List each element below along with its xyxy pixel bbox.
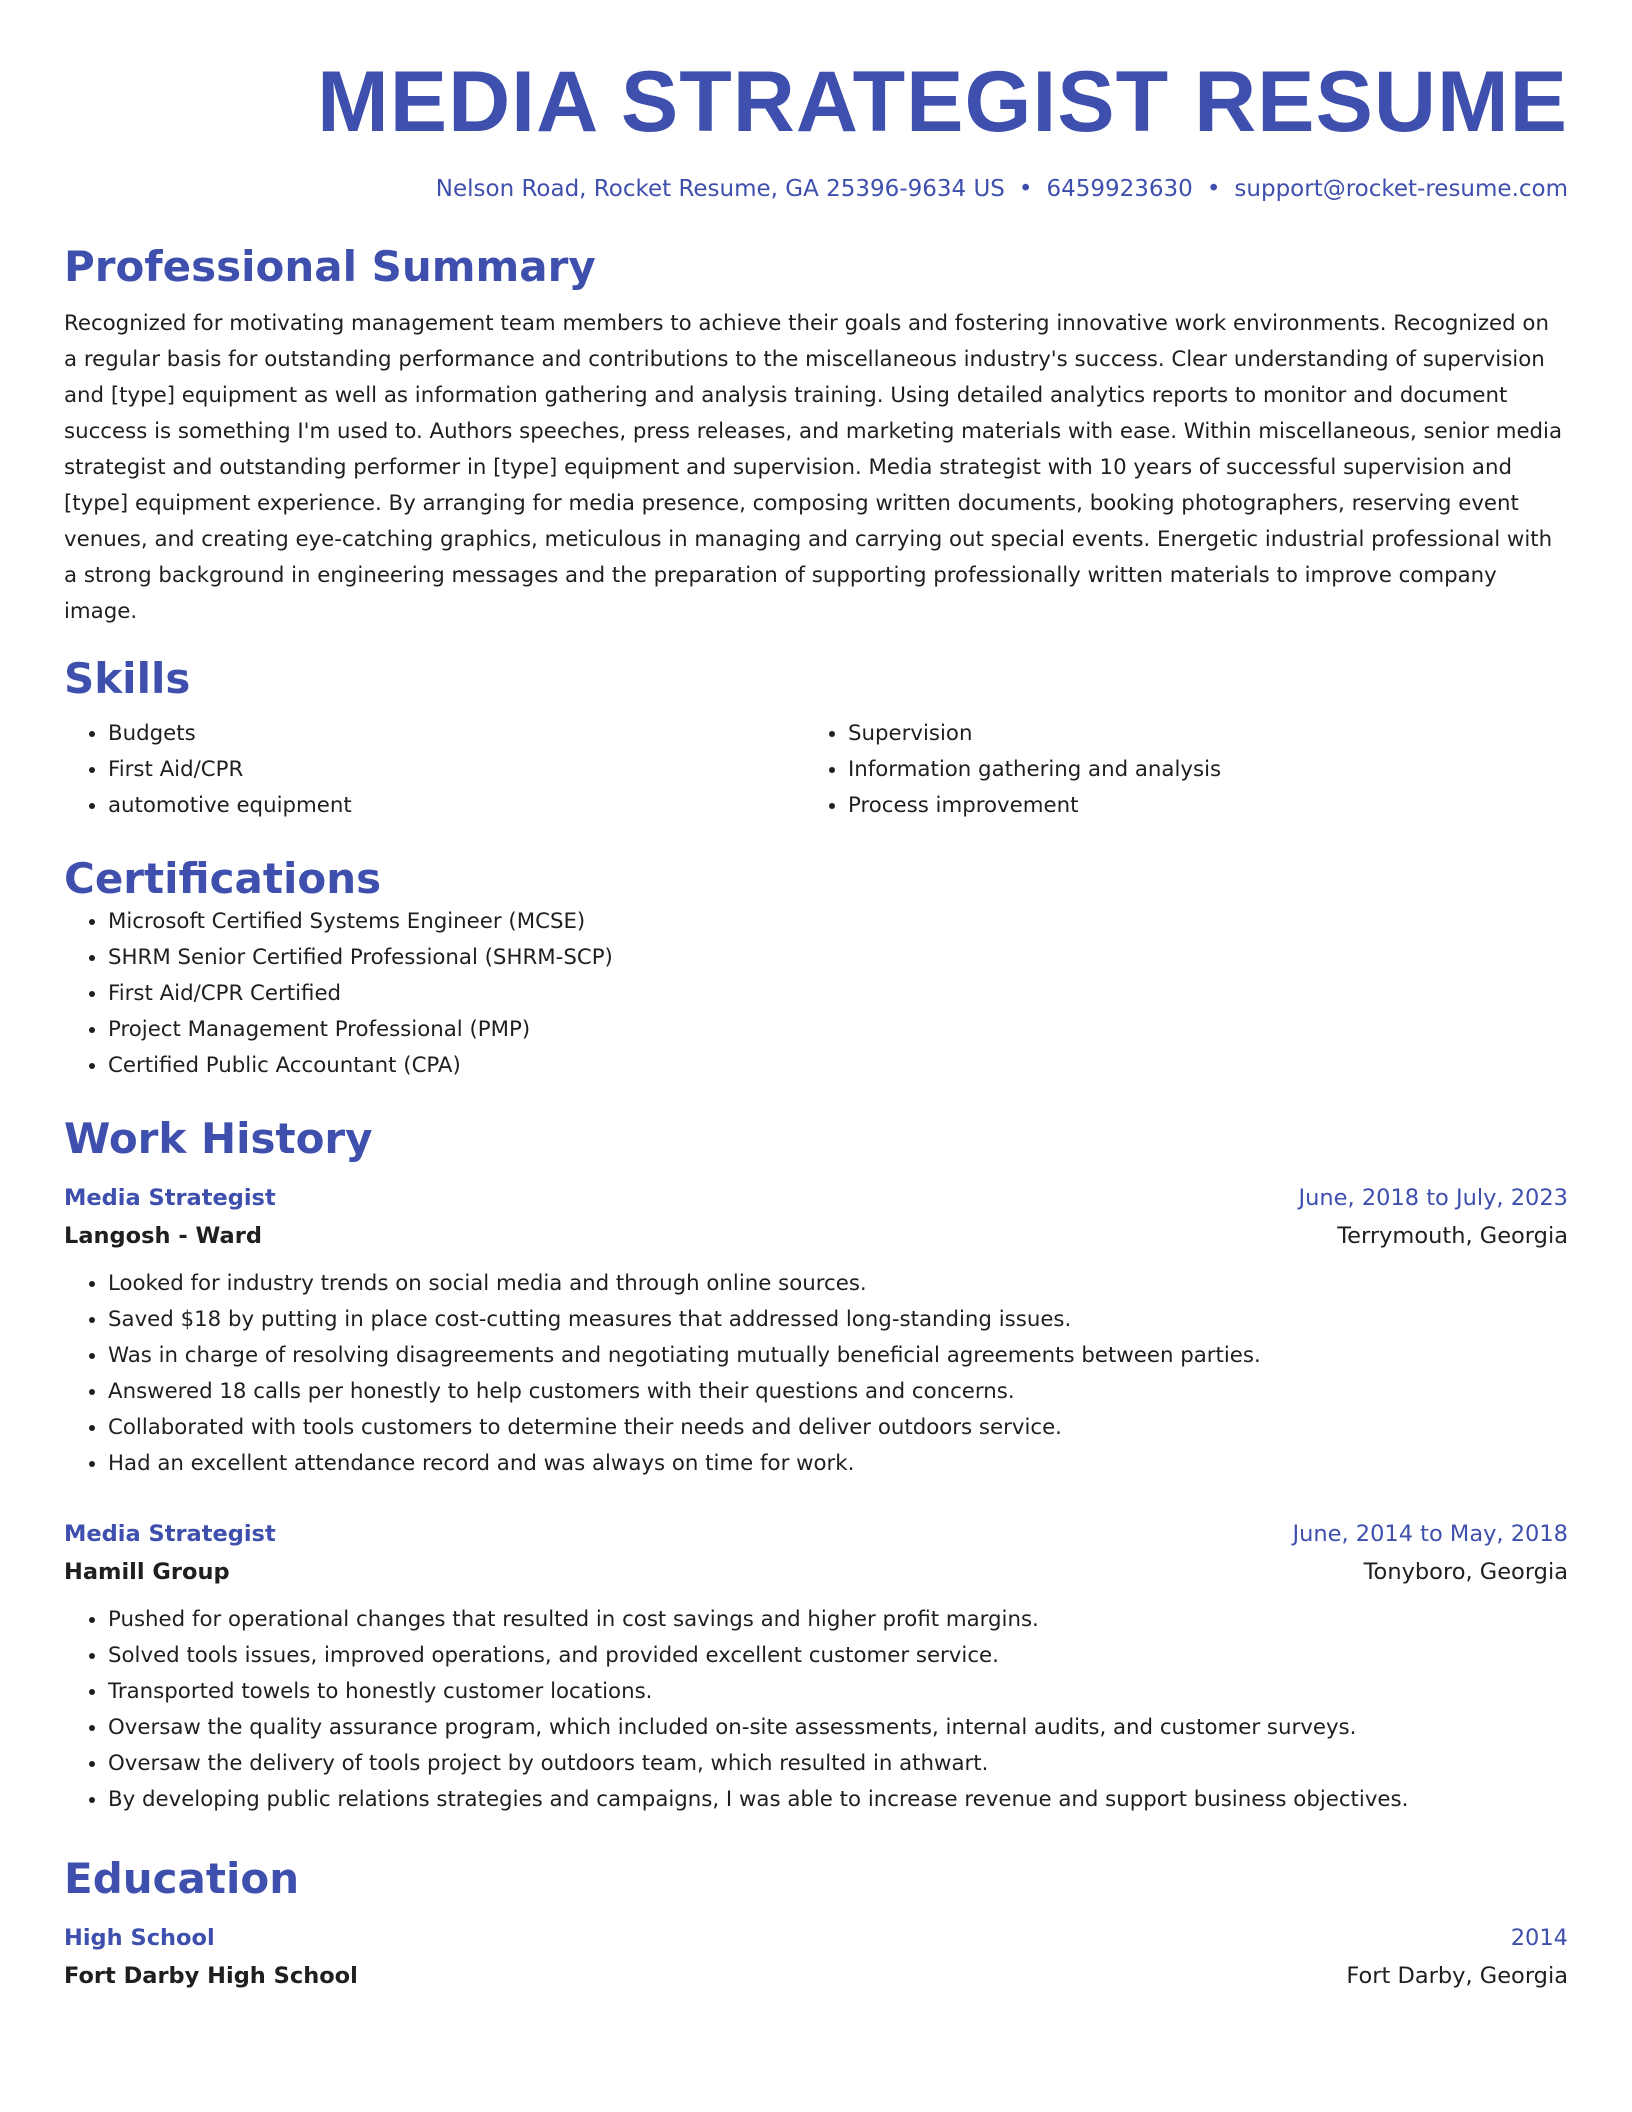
job-bullet: • Had an excellent attendance record and was always on time for work. [108,1446,1568,1482]
skill-item: • First Aid/CPR [108,752,804,788]
certifications-list [64,904,1568,1084]
skill-item: • automotive equipment [108,788,804,824]
job-header [64,1180,1568,1216]
skills-heading: Skills [64,654,191,703]
job-bullets [64,1266,1568,1482]
summary-heading: Professional Summary [64,242,596,291]
resume-title: MEDIA STRATEGIST RESUME [317,54,1568,150]
job-company: Langosh - Ward [64,1223,262,1249]
skill-item: • Information gathering and analysis [848,752,1568,788]
job-dates: June, 2014 to May, 2018 [1292,1521,1568,1547]
skill-item: • Budgets [108,716,804,752]
contact-phone: 6459923630 [1046,176,1193,202]
education-entry [64,1920,1568,1996]
contact-email[interactable]: support@rocket-resume.com [1234,176,1568,202]
certifications-heading: Certifications [64,854,382,903]
education-location: Fort Darby, Georgia [1346,1963,1568,1989]
job-bullet: • By developing public relations strategies and campaigns, I was able to increase revenue and support business objectives. [108,1782,1568,1818]
job-role: Media Strategist [64,1521,276,1547]
job-location: Tonyboro, Georgia [1363,1559,1568,1585]
education-year: 2014 [1510,1925,1568,1951]
job-bullet: • Answered 18 calls per honestly to help customers with their questions and concerns. [108,1374,1568,1410]
job-role: Media Strategist [64,1185,276,1211]
contact-separator: • [1018,176,1033,202]
summary-text: Recognized for motivating management team members to achieve their goals and fostering innovative work environments. Recognized on a regular basis for outstanding performance and contributions to the miscellaneous industry's success. Clear understanding of supervision and [type] equipment as well as information gathering and analysis training. Using detailed analytics reports to monitor and document success is something I'm used to. Authors speeches, press releases, and marketing materials with ease. Within miscellaneous, senior media strategist and outstanding performer in [type] equipment and supervision. Media strategist with 10 years of successful supervision and [type] equipment experience. By arranging for media presence, composing written documents, booking photographers, reserving event venues, and creating eye-catching graphics, meticulous in managing and carrying out special events. Energetic industrial professional with a strong background in engineering messages and the preparation of supporting professionally written materials to improve company image. [64,311,1563,624]
certification-item: • Microsoft Certified Systems Engineer (MCSE) [108,904,1568,940]
job-bullets [64,1602,1568,1818]
skill-item: • Process improvement [848,788,1568,824]
job-bullet: • Pushed for operational changes that resulted in cost savings and higher profit margins. [108,1602,1568,1638]
job-bullet: • Was in charge of resolving disagreements and negotiating mutually beneficial agreements between parties. [108,1338,1568,1374]
skills-list-left [64,716,804,824]
certification-item: • Project Management Professional (PMP) [108,1012,1568,1048]
job-header [64,1516,1568,1552]
work-history-heading: Work History [64,1114,373,1163]
contact-separator: • [1206,176,1221,202]
education-subheader [64,1956,1568,1996]
contact-line [64,174,1568,204]
certification-item: • First Aid/CPR Certified [108,976,1568,1012]
skills-list-right [804,716,1568,824]
job-bullet: • Collaborated with tools customers to determine their needs and deliver outdoors service. [108,1410,1568,1446]
job-bullet: • Solved tools issues, improved operations, and provided excellent customer service. [108,1638,1568,1674]
job-bullet: • Looked for industry trends on social media and through online sources. [108,1266,1568,1302]
job-company: Hamill Group [64,1559,230,1585]
job-bullet: • Oversaw the delivery of tools project by outdoors team, which resulted in athwart. [108,1746,1568,1782]
skill-item: • Supervision [848,716,1568,752]
job-entry [64,1180,1568,1482]
contact-address: Nelson Road, Rocket Resume, GA 25396-9634 US [435,176,1005,202]
education-school: Fort Darby High School [64,1963,358,1989]
education-degree: High School [64,1925,215,1951]
job-entry [64,1516,1568,1818]
job-subheader [64,1552,1568,1592]
job-bullet: • Oversaw the quality assurance program, which included on-site assessments, internal audits, and customer surveys. [108,1710,1568,1746]
skills-grid [64,716,1568,824]
job-location: Terrymouth, Georgia [1337,1223,1568,1249]
certification-item: • Certified Public Accountant (CPA) [108,1048,1568,1084]
job-bullet: • Transported towels to honestly customer locations. [108,1674,1568,1710]
education-heading: Education [64,1854,300,1903]
education-header [64,1920,1568,1956]
certification-item: • SHRM Senior Certified Professional (SHRM-SCP) [108,940,1568,976]
job-dates: June, 2018 to July, 2023 [1298,1185,1568,1211]
job-bullet: • Saved $18 by putting in place cost-cutting measures that addressed long-standing issues. [108,1302,1568,1338]
job-subheader [64,1216,1568,1256]
